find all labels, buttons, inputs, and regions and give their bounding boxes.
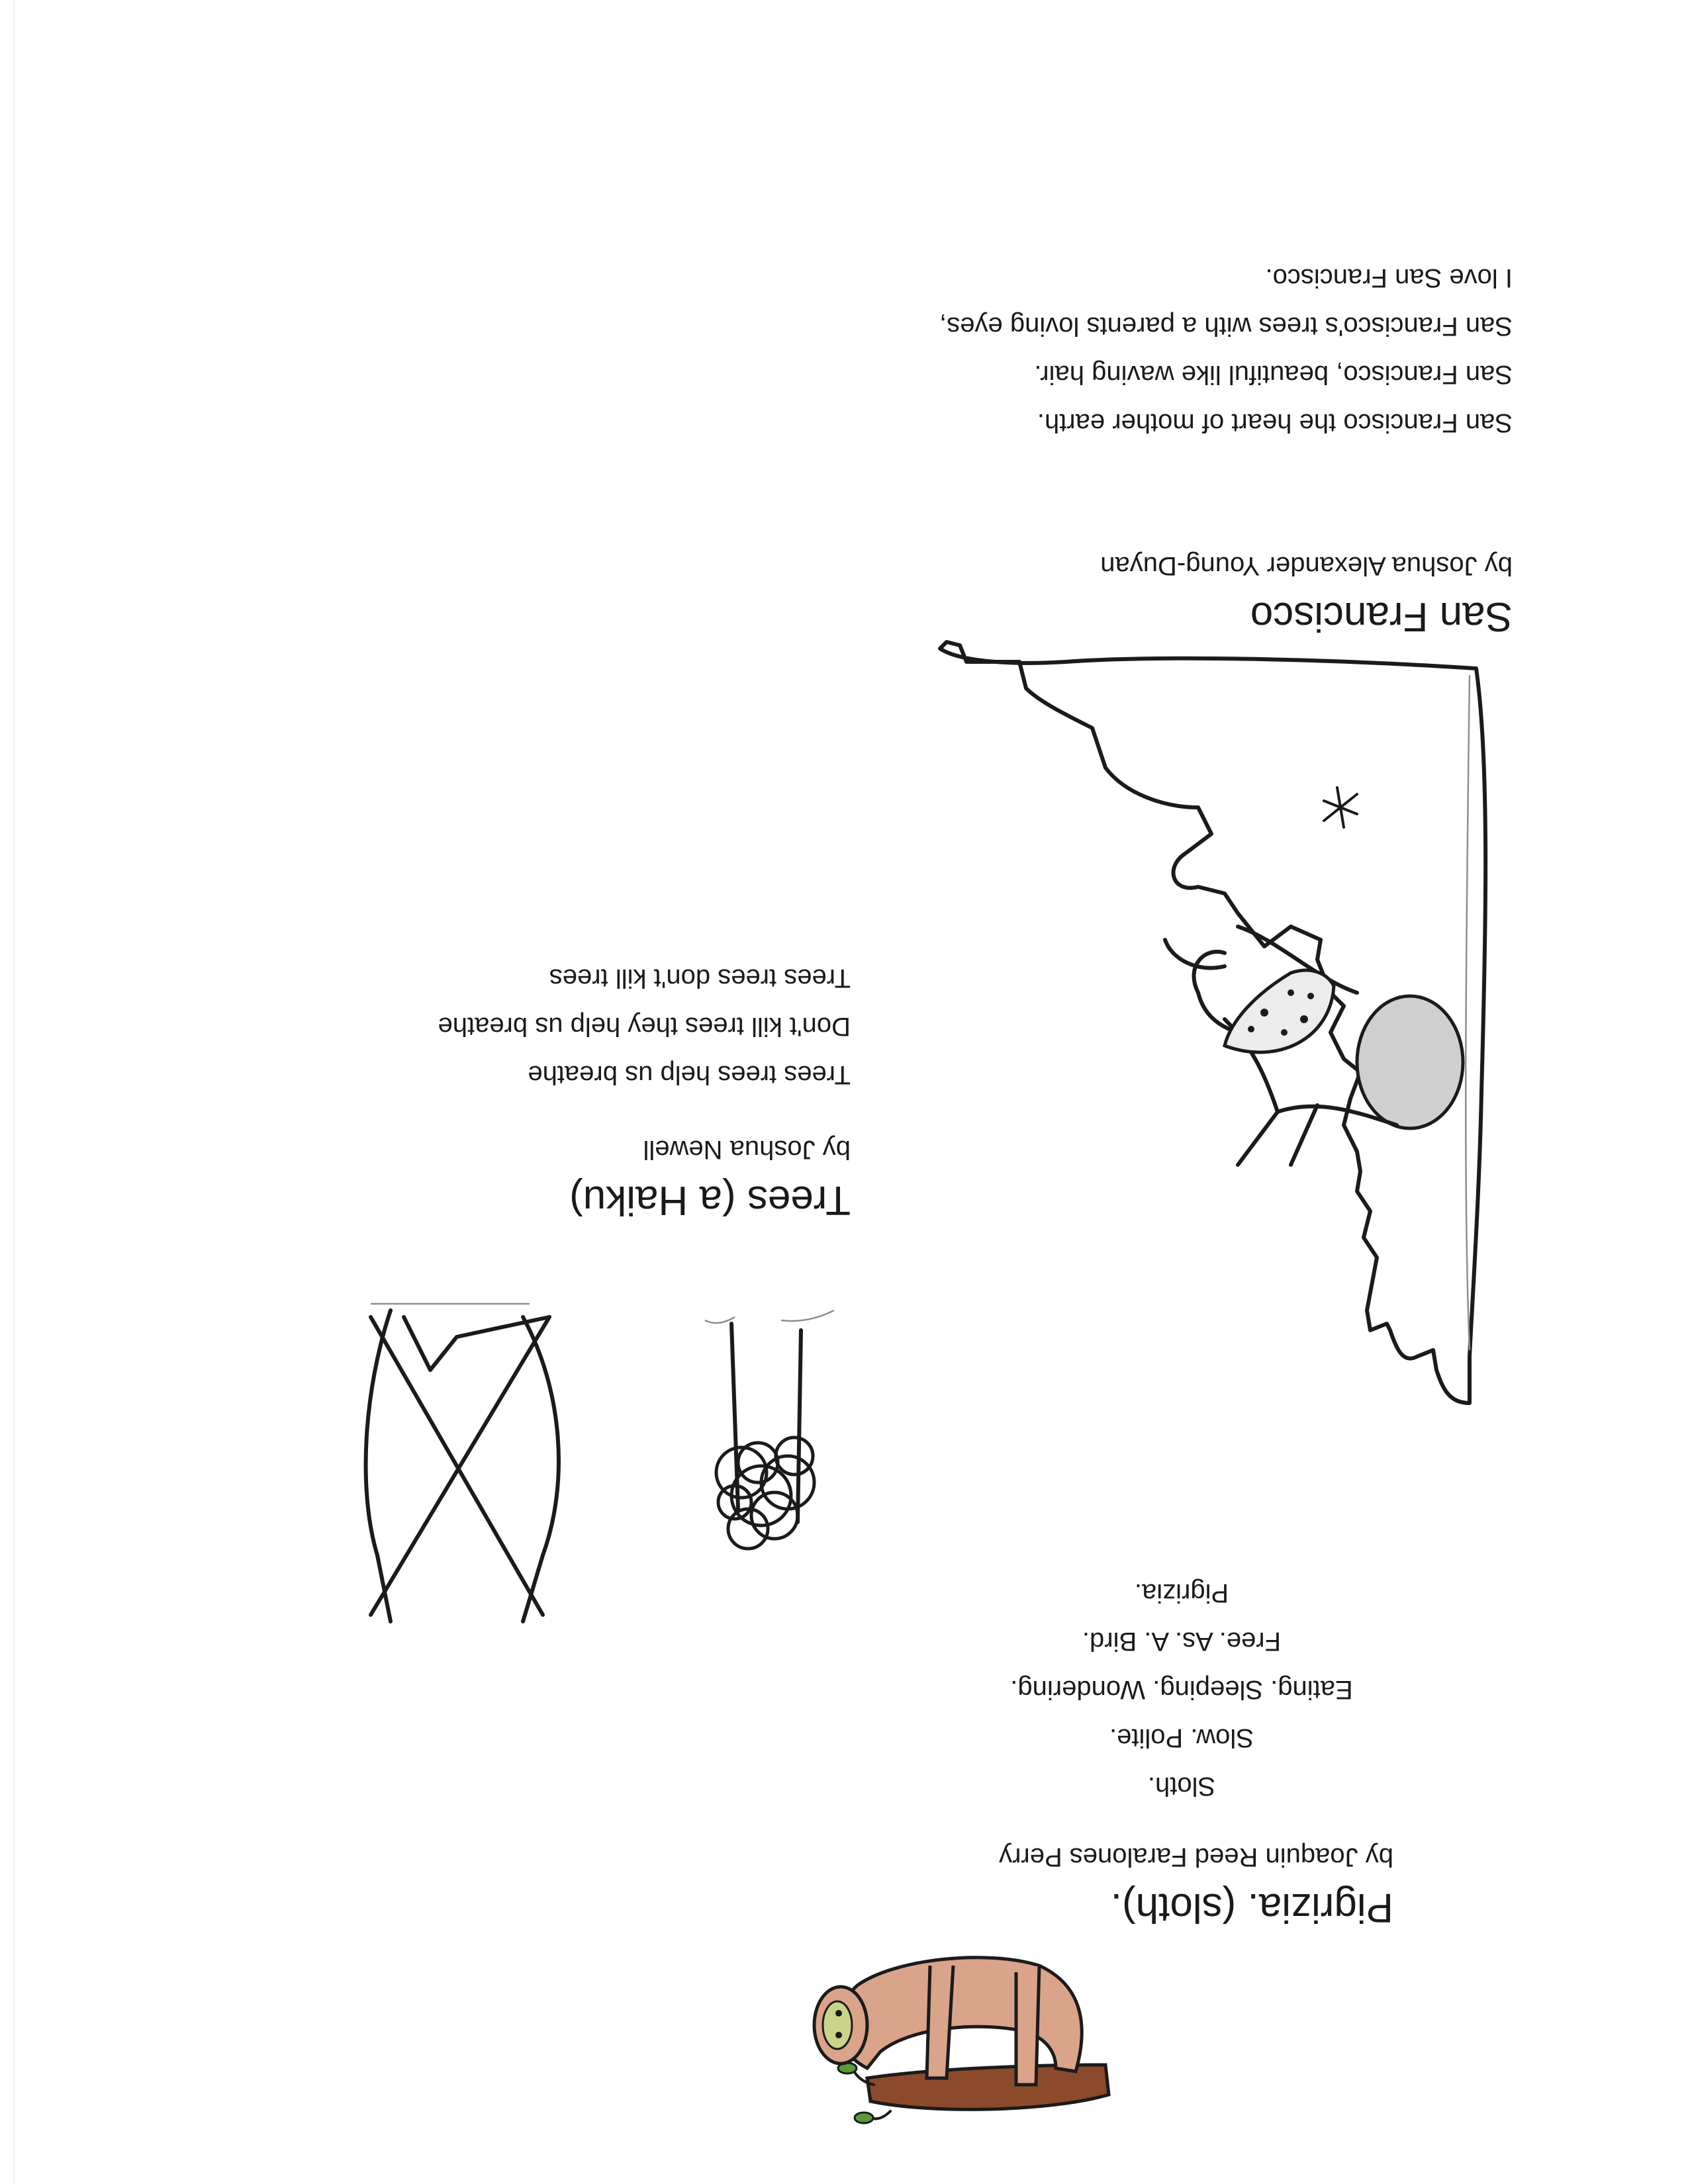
poem-line: Free. As. A. Bird. <box>1082 1627 1282 1656</box>
poem-line: San Francisco the heart of mother earth. <box>1037 408 1513 437</box>
poem-title: Pigrizia. (sloth). <box>1110 1885 1393 1931</box>
poem-line: I love San Francisco. <box>1265 263 1513 293</box>
poem-byline: by Joaquin Reed Faralones Perry <box>999 1842 1393 1872</box>
poem-line: Trees trees don't kill trees <box>549 964 851 993</box>
poem-line: Sloth. <box>1147 1772 1216 1801</box>
poem-title: San Francisco <box>1250 594 1513 639</box>
poem-line: San Francisco's trees with a parents loving eyes, <box>939 312 1513 341</box>
poem-title: Trees (a Haiku) <box>569 1177 851 1223</box>
poem-line: Eating. Sleeping. Wondering. <box>1010 1675 1353 1704</box>
poem-line: Slow. Polite. <box>1109 1723 1254 1752</box>
poem-byline: by Joshua Alexander Young-Duyan <box>1100 551 1513 580</box>
poem-line: Pigrizia. <box>1134 1578 1229 1608</box>
poem-byline: by Joshua Newell <box>643 1134 851 1164</box>
poem-line: Don't kill trees they help us breathe <box>438 1012 851 1041</box>
poem-line: San Francisco, beautiful like waving hair. <box>1034 360 1513 389</box>
poem-line: Trees trees help us breathe <box>528 1060 851 1089</box>
